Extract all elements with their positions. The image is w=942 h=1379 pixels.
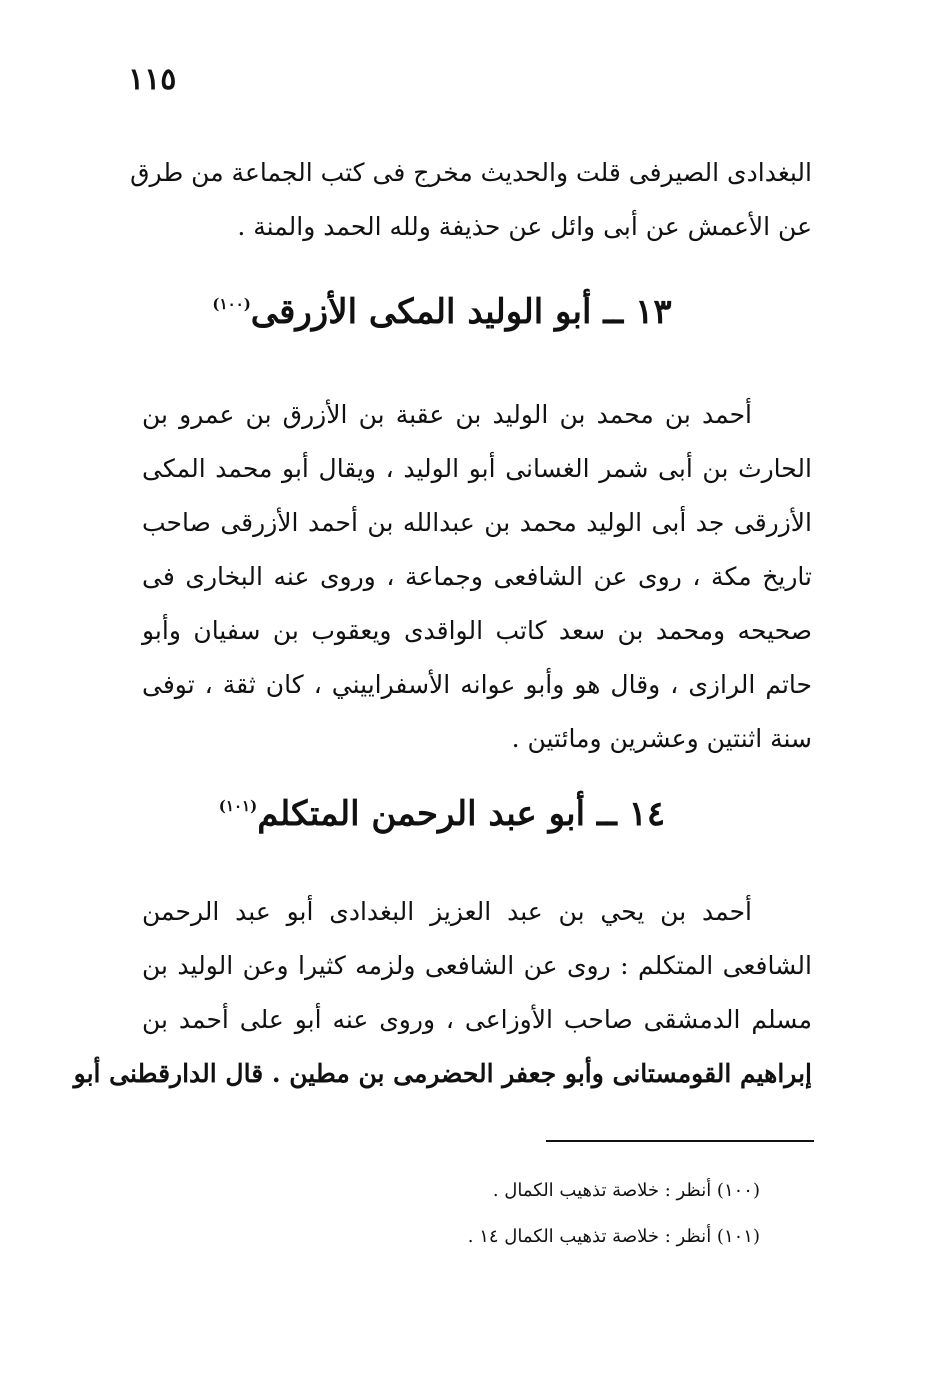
text-line: صحيحه ومحمد بن سعد كاتب الواقدى ويعقوب بن سفيان وأبو — [142, 616, 812, 645]
text-line: الحارث بن أبى شمر الغسانى أبو الوليد ، ويقال أبو محمد المكى — [142, 454, 812, 483]
footnote-101: (١٠١) أنظر : خلاصة تذهيب الكمال ١٤ . — [467, 1226, 760, 1247]
page-number: ١١٥ — [128, 62, 177, 97]
text-line: مسلم الدمشقى صاحب الأوزاعى ، وروى عنه أبو على أحمد بن — [142, 1005, 812, 1034]
text-line: الشافعى المتكلم : روى عن الشافعى ولزمه كثيرا وعن الوليد بن — [142, 951, 812, 980]
section-13-paragraph — [142, 388, 812, 766]
footnote-100: (١٠٠) أنظر : خلاصة تذهيب الكمال . — [492, 1180, 760, 1201]
section-14-paragraph — [73, 885, 812, 1101]
footnote-reference: (١٠٠) — [212, 295, 251, 313]
heading-text: ١٤ ــ أبو عبد الرحمن المتكلم — [257, 794, 666, 834]
text-line: أحمد بن محمد بن الوليد بن عقبة بن الأزرق بن عمرو بن — [142, 400, 752, 429]
text-line: البغدادى الصيرفى قلت والحديث مخرج فى كتب الجماعة من طرق — [130, 158, 812, 187]
text-line: إبراهيم القومستانى وأبو جعفر الحضرمى بن مطين . قال الدارقطنى أبو — [73, 1059, 812, 1088]
text-line: حاتم الرازى ، وقال هو وأبو عوانه الأسفراييني ، كان ثقة ، توفى — [142, 670, 812, 699]
section-13-heading — [142, 292, 742, 332]
heading-text: ١٣ ــ أبو الوليد المكى الأزرقى — [250, 292, 672, 332]
footnote-reference: (١٠١) — [218, 797, 258, 815]
footnote-divider — [546, 1140, 814, 1142]
text-line: عن الأعمش عن أبى وائل عن حذيفة ولله الحمد والمنة . — [237, 212, 812, 241]
text-line: أحمد بن يحي بن عبد العزيز البغدادى أبو عبد الرحمن — [142, 897, 752, 926]
text-line: تاريخ مكة ، روى عن الشافعى وجماعة ، وروى عنه البخارى فى — [142, 562, 812, 591]
text-line: الأزرقى جد أبى الوليد محمد بن عبدالله بن أحمد الأزرقى صاحب — [142, 508, 812, 537]
text-line: سنة اثنتين وعشرين ومائتين . — [511, 724, 812, 753]
intro-paragraph — [130, 146, 812, 254]
section-14-heading — [142, 794, 742, 834]
